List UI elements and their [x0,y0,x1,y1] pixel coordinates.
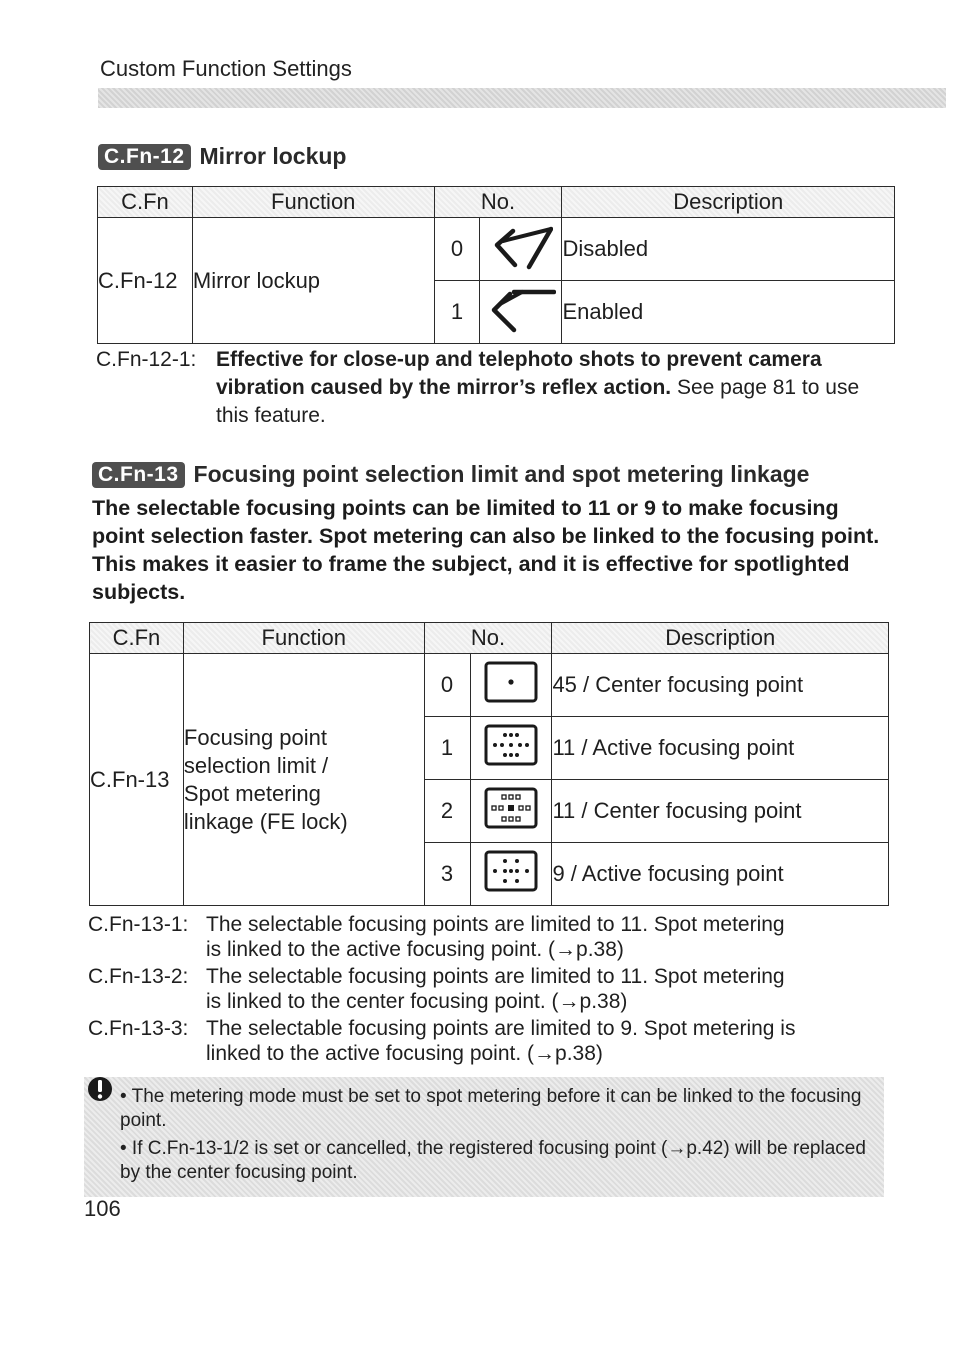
section-13-intro: The selectable focusing points can be limited to 11 or 9 to make focusing point selection faster. Spot metering can also be linked to the focusing point. This makes it easier to frame the subject, and it is effective for spotlighted subjects. [92,496,880,604]
header-description: Description [552,623,889,654]
function-line: Focusing point [183,724,327,750]
option-description: Disabled [562,218,895,281]
page-number: 106 [84,1196,121,1221]
option-description: 11 / Center focusing point [552,780,889,843]
function-line: linkage (FE lock) [183,808,348,834]
note-label: C.Fn-13-3: [88,1017,189,1040]
note-cfn-12-1 [96,346,886,430]
table-row [90,654,889,717]
table-cfn-12 [97,186,895,344]
function-line: Spot metering [183,780,321,806]
section-12-heading [98,143,346,170]
header-cfn: C.Fn [98,187,193,218]
af-point-9-active-icon [470,843,552,906]
note-cfn-13-1 [88,912,888,962]
option-description: Enabled [562,281,895,344]
header-no: No. [434,187,562,218]
option-number: 3 [424,843,470,906]
section-12-title: Mirror lockup [199,143,347,169]
note-cfn-13-2 [88,964,888,1014]
section-13-badge: C.Fn-13 [92,462,185,488]
header-function: Function [192,187,434,218]
note-line: The selectable focusing points are limited to 9. Spot metering is [206,1017,796,1040]
note-line: is linked to the center focusing point. (→p.38) [206,990,628,1013]
table-cfn-13 [89,622,889,906]
note-label: C.Fn-13-1: [88,913,189,936]
note-line: is linked to the active focusing point. (→p.38) [206,938,624,961]
notes-cfn-13 [88,912,888,1066]
note-line: The selectable focusing points are limited to 11. Spot metering [206,913,785,936]
option-number: 1 [424,717,470,780]
option-number: 0 [434,218,480,281]
option-description: 45 / Center focusing point [552,654,889,717]
note-line: linked to the active focusing point. (→p.38) [206,1042,603,1065]
section-13-title: Focusing point selection limit and spot metering linkage [193,461,810,487]
table-header-row [90,623,889,654]
table-header-row [98,187,895,218]
function-name [183,654,424,906]
note-line: The selectable focusing points are limited to 11. Spot metering [206,965,785,988]
note-label: C.Fn-12-1: [96,348,197,371]
section-13-heading [92,461,809,488]
function-line: selection limit / [183,752,329,778]
mirror-lockup-disabled-icon [480,218,562,281]
caution-icon [86,1075,116,1110]
header-no: No. [424,623,552,654]
af-point-center-icon [470,654,552,717]
option-number: 0 [424,654,470,717]
header-cfn: C.Fn [90,623,184,654]
header-function: Function [183,623,424,654]
caution-item: • If C.Fn-13-1/2 is set or cancelled, the registered focusing point (→p.42) will be replaced by the center focusing point. [120,1138,866,1183]
table-row [98,218,895,281]
note-text: See page 81 to use this feature. [216,376,860,427]
header-description: Description [562,187,895,218]
cfn-number: C.Fn-12 [98,218,193,344]
cfn-number: C.Fn-13 [90,654,184,906]
option-description: 9 / Active focusing point [552,843,889,906]
header-bar [98,88,946,108]
option-description: 11 / Active focusing point [552,717,889,780]
function-name: Mirror lockup [192,218,434,344]
note-cfn-13-3 [88,1016,888,1066]
section-12-badge: C.Fn-12 [98,144,191,170]
af-point-11-active-icon [470,717,552,780]
page-header-title: Custom Function Settings [100,56,352,81]
note-bold-text: Effective for close-up and telephoto shots to prevent camera vibration caused by the mirror’s reflex action. [216,348,822,399]
note-label: C.Fn-13-2: [88,965,189,988]
mirror-lockup-enabled-icon [480,281,562,344]
caution-item: • The metering mode must be set to spot metering before it can be linked to the focusing point. [120,1086,862,1131]
option-number: 1 [434,281,480,344]
af-point-11-center-icon [470,780,552,843]
option-number: 2 [424,780,470,843]
